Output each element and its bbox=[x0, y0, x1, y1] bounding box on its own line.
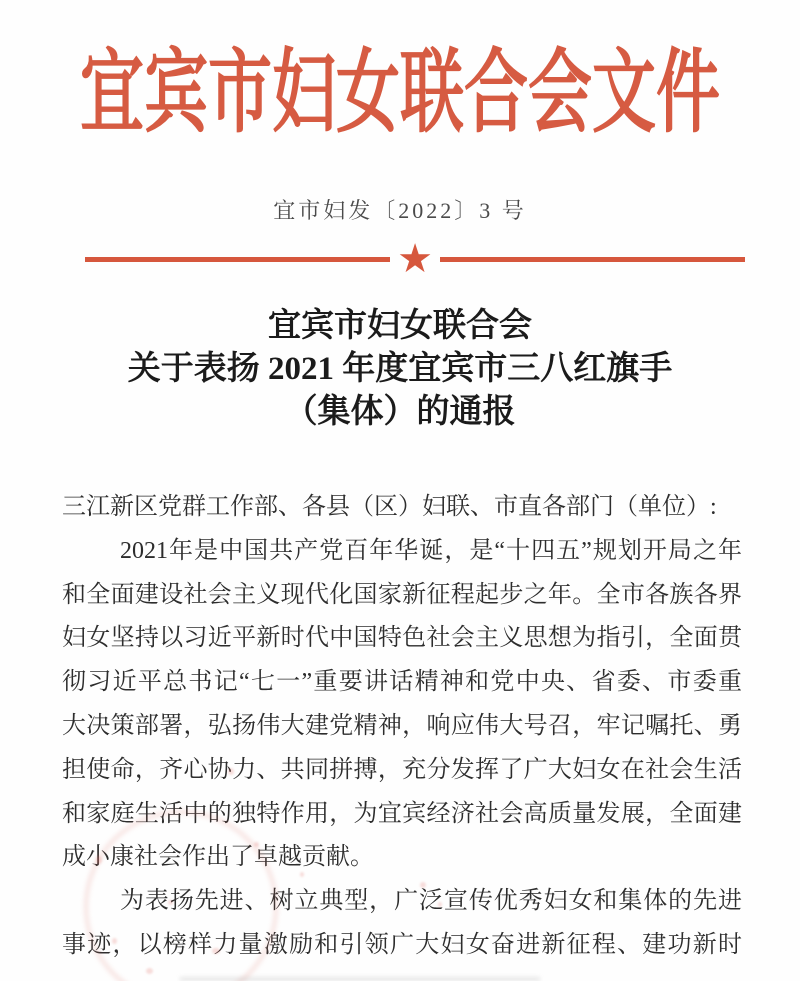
stamp-speckle bbox=[228, 768, 234, 775]
stamp-speckle bbox=[420, 882, 426, 888]
stamp-speckle bbox=[146, 968, 153, 974]
divider-line-right bbox=[440, 257, 745, 262]
letterhead-title: 宜宾市妇女联合会文件 bbox=[80, 42, 720, 144]
body-line: 妇女坚持以习近平新时代中国特色社会主义思想为指引，全面贯 bbox=[62, 625, 742, 652]
body-line: 担使命，齐心协力、共同拼搏，充分发挥了广大妇女在社会生活 bbox=[62, 756, 742, 783]
body-line: 和家庭生活中的独特作用，为宜宾经济社会高质量发展，全面建 bbox=[62, 800, 742, 827]
salutation-line: 三江新区党群工作部、各县（区）妇联、市直各部门（单位）: bbox=[62, 494, 717, 520]
letterhead bbox=[0, 30, 800, 144]
stamp-speckle bbox=[96, 856, 102, 864]
scan-smudge bbox=[180, 977, 540, 981]
body-line: 大决策部署，弘扬伟大建党精神，响应伟大号召，牢记嘱托、勇 bbox=[62, 712, 742, 739]
body-line: 彻习近平总书记“七一”重要讲话精神和党中央、省委、市委重 bbox=[62, 669, 742, 696]
stamp-speckle bbox=[300, 872, 304, 877]
stamp-speckle bbox=[254, 842, 259, 847]
body-line: 和全面建设社会主义现代化国家新征程起步之年。全市各族各界 bbox=[62, 581, 742, 608]
stamp-speckle bbox=[438, 902, 442, 907]
body-line: 为表扬先进、树立典型，广泛宣传优秀妇女和集体的先进 bbox=[120, 888, 742, 915]
document-title-line-1: 宜宾市妇女联合会 bbox=[268, 308, 532, 344]
stamp-speckle bbox=[112, 938, 117, 944]
document-number: 宜市妇发〔2022〕3 号 bbox=[273, 198, 527, 223]
body-line: 事迹，以榜样力量激励和引领广大妇女奋进新征程、建功新时 bbox=[62, 931, 742, 958]
body-line: 成小康社会作出了卓越贡献。 bbox=[62, 844, 374, 871]
stamp-speckle bbox=[212, 948, 220, 954]
red-divider bbox=[85, 236, 745, 282]
document-title-line-2: 关于表扬 2021 年度宜宾市三八红旗手 bbox=[127, 351, 673, 387]
divider-line-left bbox=[85, 257, 390, 262]
body-line: 2021年是中国共产党百年华诞，是“十四五”规划开局之年 bbox=[120, 537, 742, 564]
stamp-speckle bbox=[168, 900, 173, 905]
document-title bbox=[0, 305, 800, 434]
star-icon: ★ bbox=[397, 236, 433, 282]
document-title-line-3: （集体）的通报 bbox=[284, 394, 516, 430]
